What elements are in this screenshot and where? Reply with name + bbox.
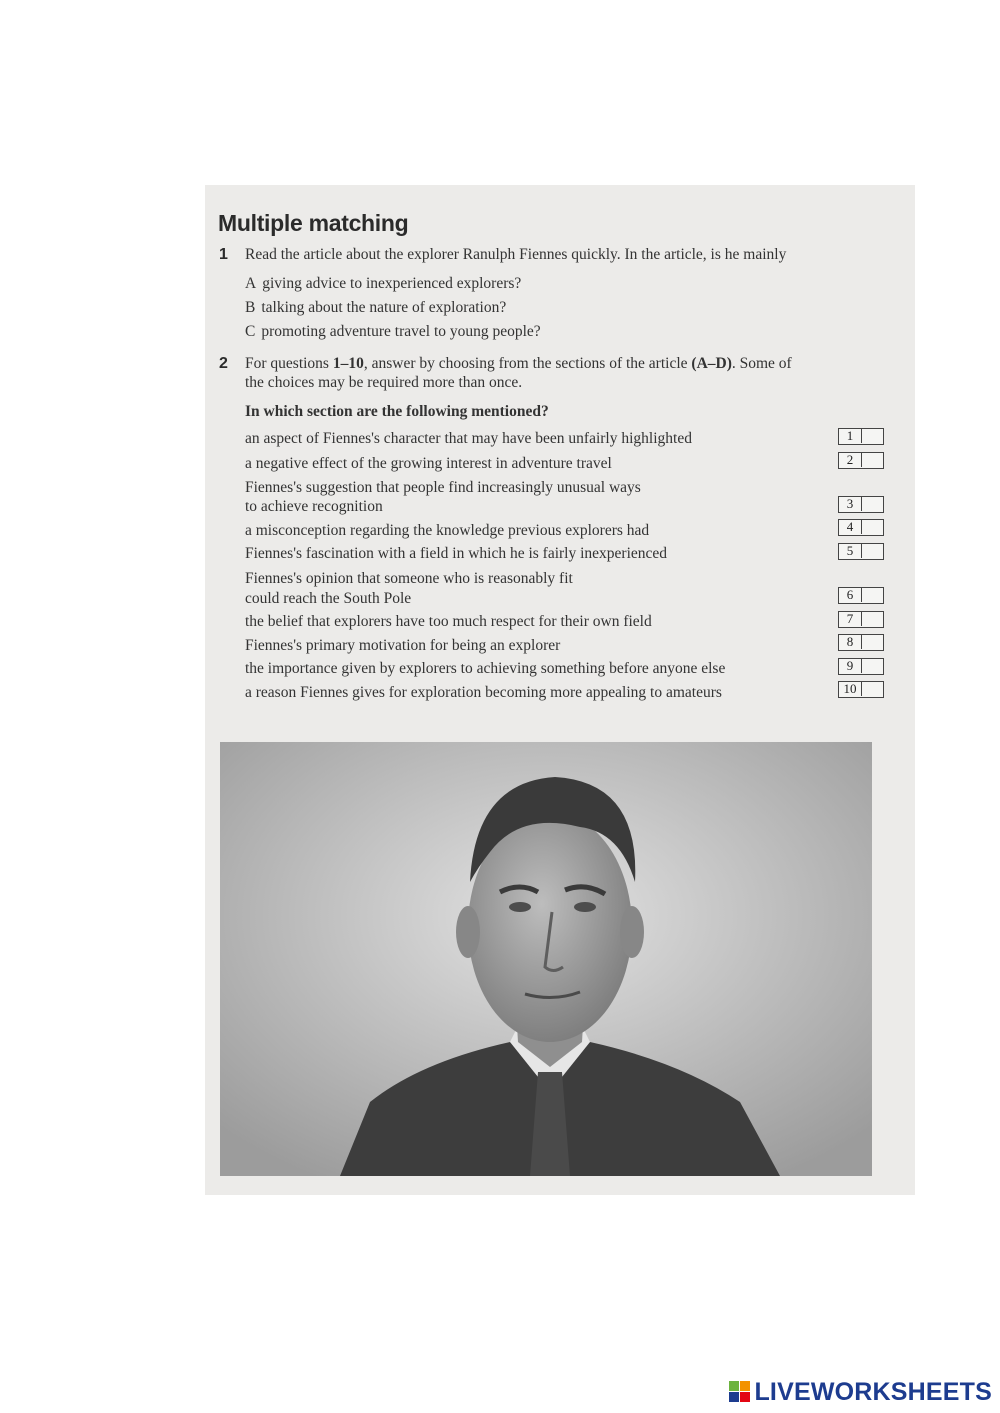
answer-box-4[interactable] [838,519,884,536]
statement-line: to achieve recognition [245,498,383,515]
answer-box-7[interactable] [838,611,884,628]
option-text: talking about the nature of exploration? [261,299,507,316]
option-text: promoting adventure travel to young people? [261,323,541,340]
statement-line: an aspect of Fiennes's character that may have been unfairly highlighted [245,430,692,447]
option-letter: A [245,275,257,292]
statement-line: Fiennes's opinion that someone who is reasonably fit [245,570,573,587]
answer-box-number: 4 [839,519,862,534]
q1-option-a [245,275,521,293]
answer-box-number: 2 [839,452,862,467]
logo-mark-icon [729,1381,751,1403]
answer-box-8[interactable] [838,634,884,651]
answer-box-number: 8 [839,634,862,649]
answer-box-9[interactable] [838,658,884,675]
statement-line: could reach the South Pole [245,590,412,607]
statement-line: a negative effect of the growing interest in adventure travel [245,455,612,472]
q1-option-c [245,323,541,341]
q1-option-b [245,299,506,317]
prompt-part-bold: 1–10 [332,355,364,372]
question-1-number: 1 [219,246,228,263]
answer-box-2[interactable] [838,452,884,469]
statement-line: Fiennes's fascination with a field in which he is fairly inexperienced [245,545,668,562]
answer-box-number: 10 [839,681,862,696]
answer-box-number: 1 [839,428,862,443]
liveworksheets-logo[interactable] [729,1379,992,1405]
answer-box-number: 6 [839,587,862,602]
prompt-part-bold: (A–D) [691,355,732,372]
question-2-number: 2 [219,355,228,372]
answer-box-number: 7 [839,611,862,626]
brand-name: LIVEWORKSHEETS [754,1377,992,1406]
prompt-part: . Some of [731,355,792,372]
answer-box-10[interactable] [838,681,884,698]
option-letter: C [245,323,256,340]
answer-box-6[interactable] [838,587,884,604]
question-1-prompt: Read the article about the explorer Ranulph Fiennes quickly. In the article, is he mainly [245,246,787,263]
answer-box-number: 5 [839,543,862,558]
question-2-prompt-line-2: the choices may be required more than once. [245,374,523,391]
answer-box-5[interactable] [838,543,884,560]
statement-line: Fiennes's suggestion that people find increasingly unusual ways [245,479,641,496]
prompt-part: For questions [245,355,333,372]
section-heading: Multiple matching [218,210,409,236]
question-2-subheading: In which section are the following mentioned? [245,403,549,420]
prompt-part: , answer by choosing from the sections of the article [363,355,692,372]
portrait-photo [220,742,872,1176]
answer-box-3[interactable] [838,496,884,513]
statement-line: Fiennes's primary motivation for being an explorer [245,637,561,654]
statement-line: the importance given by explorers to achieving something before anyone else [245,660,726,677]
option-letter: B [245,299,256,316]
statement-line: a reason Fiennes gives for exploration becoming more appealing to amateurs [245,684,722,701]
answer-box-1[interactable] [838,428,884,445]
statement-line: the belief that explorers have too much respect for their own field [245,613,652,630]
option-text: giving advice to inexperienced explorers? [262,275,522,292]
answer-box-number: 3 [839,496,862,511]
statement-line: a misconception regarding the knowledge previous explorers had [245,522,650,539]
question-2-prompt-line-1 [245,355,792,373]
answer-box-number: 9 [839,658,862,673]
